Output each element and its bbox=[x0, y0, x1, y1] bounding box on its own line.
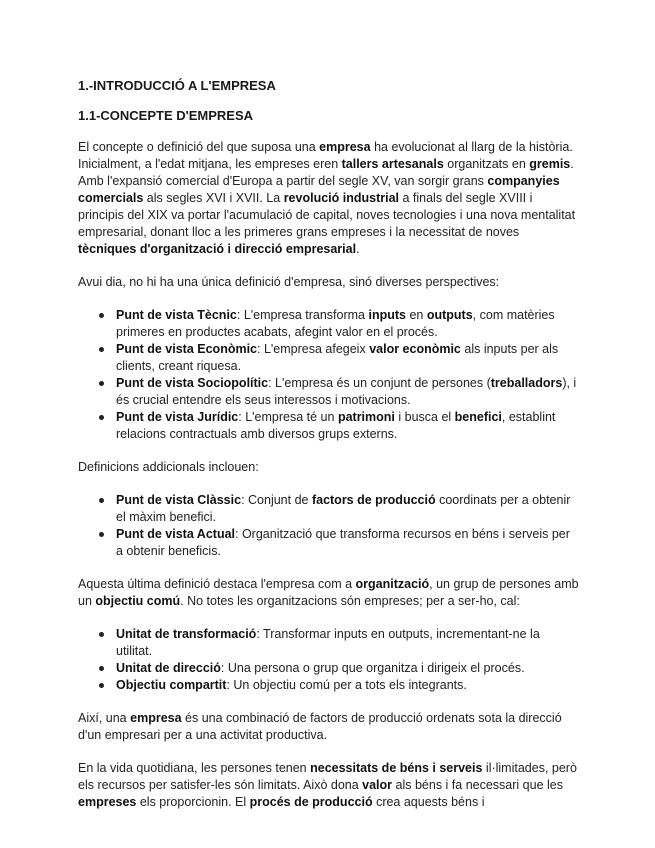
page-title: 1.-INTRODUCCIÓ A L'EMPRESA bbox=[78, 78, 276, 93]
list-item: Punt de vista Sociopolític: L'empresa és un conjunt de persones (treballadors), i és crucial entendre els seus interessos i motivacions. bbox=[116, 375, 579, 409]
list-item: Punt de vista Tècnic: L'empresa transforma inputs en outputs, com matèries primeres en productes acabats, afegint valor en el procés. bbox=[116, 307, 579, 341]
bold-term: organització bbox=[355, 577, 430, 591]
bold-term: gremis bbox=[529, 157, 571, 171]
bold-term: procés de producció bbox=[249, 795, 373, 809]
requirements-list bbox=[78, 626, 579, 694]
paragraph-additional-intro: Definicions addicionals inclouen: bbox=[78, 460, 259, 474]
bold-term: Punt de vista Tècnic bbox=[116, 308, 237, 322]
bold-term: empreses bbox=[78, 795, 137, 809]
bold-term: empresa bbox=[130, 711, 182, 725]
bold-term: Objectiu compartit bbox=[116, 678, 227, 692]
bold-term: tècniques d'organització i direcció empresarial bbox=[78, 242, 357, 256]
bold-term: valor econòmic bbox=[369, 342, 461, 356]
list-item: Punt de vista Econòmic: L'empresa afegeix valor econòmic als inputs per als clients, creant riquesa. bbox=[116, 341, 579, 375]
bold-term: Punt de vista Econòmic bbox=[116, 342, 258, 356]
bold-term: companyies comercials bbox=[78, 174, 560, 205]
list-item: Objectiu compartit: Un objectiu comú per a tots els integrants. bbox=[116, 677, 579, 694]
bold-term: factors de producció bbox=[311, 493, 436, 507]
paragraph-organization: Aquesta última definició destaca l'empresa com a organització, un grup de persones amb un objectiu comú. No totes les organitzacions són empreses; per a ser-ho, cal: bbox=[78, 577, 579, 608]
bold-term: tallers artesanals bbox=[341, 157, 444, 171]
bold-term: Punt de vista Actual bbox=[116, 527, 236, 541]
bold-term: Punt de vista Clàssic bbox=[116, 493, 242, 507]
bold-term: revolució industrial bbox=[283, 191, 399, 205]
list-item: Punt de vista Clàssic: Conjunt de factors de producció coordinats per a obtenir el màxim benefici. bbox=[116, 492, 579, 526]
bold-term: benefici bbox=[454, 410, 502, 424]
bold-term: inputs bbox=[368, 308, 406, 322]
paragraph-summary: Així, una empresa és una combinació de factors de producció ordenats sota la direcció d'un empresari per a una activitat productiva. bbox=[78, 711, 562, 742]
bold-term: Punt de vista Sociopolític bbox=[116, 376, 269, 390]
bold-term: objectiu comú bbox=[95, 594, 181, 608]
bold-term: Unitat de transformació bbox=[116, 627, 257, 641]
paragraph-needs: En la vida quotidiana, les persones tenen necessitats de béns i serveis il·limitades, però els recursos per satisfer-les són limitats. Això dona valor als béns i fa necessari que les empreses els proporcionin. El procés de producció crea aquests béns i bbox=[78, 761, 577, 809]
additional-definitions-list bbox=[78, 492, 579, 560]
bold-term: outputs bbox=[426, 308, 473, 322]
bold-term: treballadors bbox=[490, 376, 563, 390]
paragraph-history: El concepte o definició del que suposa una empresa ha evolucionat al llarg de la història. Inicialment, a l'edat mitjana, les empreses eren tallers artesanals organitzats en gremis. Amb l'expansió comercial d'Europa a partir del segle XV, van sorgir grans companyies comercials als segles XVI i XVII. La revolució industrial a finals del segle XVIII i principis del XIX va portar l'acumulació de capital, noves tecnologies i una nova mentalitat empresarial, donant lloc a les primeres grans empreses i la necessitat de noves tècniques d'organització i direcció empresarial. bbox=[78, 140, 576, 256]
bold-term: valor bbox=[362, 778, 393, 792]
list-item: Unitat de transformació: Transformar inputs en outputs, incrementant-ne la utilitat. bbox=[116, 626, 579, 660]
bold-term: patrimoni bbox=[337, 410, 395, 424]
list-item: Punt de vista Jurídic: L'empresa té un patrimoni i busca el benefici, establint relacions contractuals amb diversos grups externs. bbox=[116, 409, 579, 443]
list-item: Punt de vista Actual: Organització que transforma recursos en béns i serveis per a obtenir beneficis. bbox=[116, 526, 579, 560]
paragraph-perspectives-intro: Avui dia, no hi ha una única definició d'empresa, sinó diverses perspectives: bbox=[78, 275, 500, 289]
perspectives-list bbox=[78, 307, 579, 443]
bold-term: empresa bbox=[319, 140, 371, 154]
bold-term: necessitats de béns i serveis bbox=[310, 761, 483, 775]
section-title: 1.1-CONCEPTE D'EMPRESA bbox=[78, 108, 254, 123]
bold-term: Punt de vista Jurídic bbox=[116, 410, 239, 424]
list-item: Unitat de direcció: Una persona o grup que organitza i dirigeix el procés. bbox=[116, 660, 579, 677]
bold-term: Unitat de direcció bbox=[116, 661, 221, 675]
